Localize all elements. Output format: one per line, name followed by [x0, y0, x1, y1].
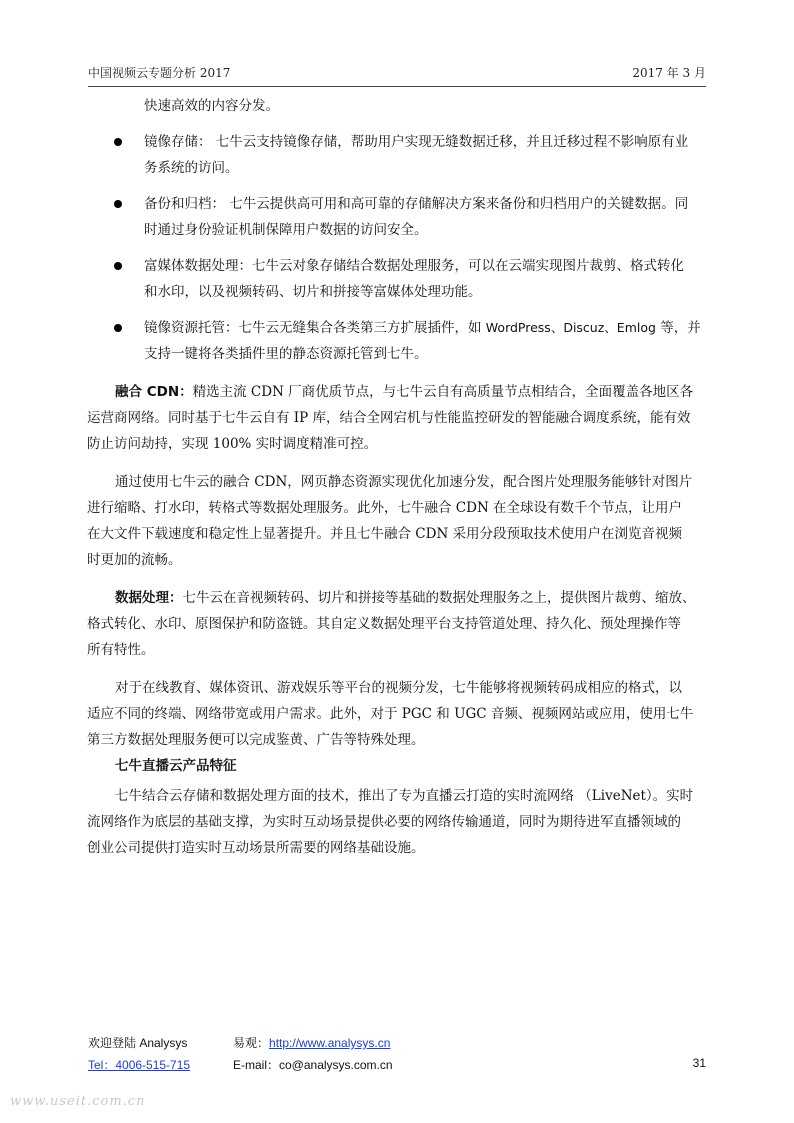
paragraph-line: 适应不同的终端、网络带宽或用户需求。此外，对于 PGC 和 UGC 音频、视频网站或应用，使用七牛 — [87, 706, 694, 722]
paragraph-text: 精选主流 CDN 厂商优质节点，与七牛云自有高质量节点相结合，全面覆盖各地区各 — [192, 384, 694, 400]
paragraph-line — [115, 379, 705, 405]
bullet-dot-icon — [114, 138, 122, 146]
cdn-paragraph — [87, 379, 705, 457]
bullet-rich-media — [115, 253, 705, 305]
bullet-text: 镜像资源托管：七牛云无缝集合各类第三方扩展插件，如 — [144, 320, 486, 336]
bullet-dot-icon — [114, 262, 122, 270]
page-footer — [88, 1034, 706, 1078]
footer-site — [233, 1034, 390, 1051]
bullet-line: 和水印，以及视频转码、切片和拼接等富媒体处理功能。 — [144, 284, 482, 300]
cdn-paragraph-2 — [87, 469, 705, 573]
header-date: 2017 年 3 月 — [632, 66, 706, 80]
live-paragraph — [87, 783, 705, 861]
paragraph-line: 对于在线教育、媒体资讯、游戏娱乐等平台的视频分发，七牛能够将视频转码成相应的格式，以 — [115, 680, 682, 696]
paragraph-line — [115, 585, 705, 611]
footer-tel-link[interactable]: Tel：4006-515-715 — [88, 1058, 191, 1072]
bullet-line: 富媒体数据处理：七牛云对象存储结合数据处理服务，可以在云端实现图片裁剪、格式转化 — [144, 258, 684, 274]
bullet-line: 镜像存储： 七牛云支持镜像存储，帮助用户实现无缝数据迁移，并且迁移过程不影响原有业 — [144, 134, 689, 150]
paragraph-line: 在大文件下载速度和稳定性上显著提升。并且七牛融合 CDN 采用分段预取技术使用户在浏览音视频 — [87, 526, 683, 542]
data-processing-paragraph-2 — [87, 675, 705, 753]
paragraph-line: 通过使用七牛云的融合 CDN，网页静态资源实现优化加速分发，配合图片处理服务能够针对图片 — [115, 474, 693, 490]
footer-email: E-mail：co@analysys.com.cn — [233, 1058, 393, 1072]
bullet-dot-icon — [114, 200, 122, 208]
page-header — [88, 64, 706, 87]
header-title: 中国视频云专题分析 2017 — [88, 66, 231, 80]
paragraph-line: 所有特性。 — [87, 642, 155, 658]
paragraph-line: 流网络作为底层的基础支撑，为实时互动场景提供必要的网络传输通道，同时为期待进军直播领域的 — [87, 814, 681, 830]
paragraph-line: 运营商网络。同时基于七牛云自有 IP 库，结合全网宕机与性能监控研发的智能融合调度系统，能有效 — [87, 410, 691, 426]
footer-site-link[interactable]: http://www.analysys.cn — [269, 1036, 391, 1050]
bullet-line: 备份和归档： 七牛云提供高可用和高可靠的存储解决方案来备份和归档用户的关键数据。同 — [144, 196, 689, 212]
bullet-line: 支持一键将各类插件里的静态资源托管到七牛。 — [144, 346, 428, 362]
paragraph-line: 创业公司提供打造实时互动场景所需要的网络基础设施。 — [87, 840, 425, 856]
bullet-text: 等，并 — [655, 320, 701, 336]
footer-welcome: 欢迎登陆 Analysys — [88, 1036, 188, 1050]
bullet-mirror-hosting — [115, 315, 705, 367]
paragraph-line: 时更加的流畅。 — [87, 552, 182, 568]
bullet-line: 务系统的访问。 — [144, 160, 239, 176]
paragraph-line: 七牛结合云存储和数据处理方面的技术，推出了专为直播云打造的实时流网络 （LiveNet）。实时 — [115, 788, 694, 804]
paragraph-text: 七牛云在音视频转码、切片和拼接等基础的数据处理服务之上，提供图片裁剪、缩放、 — [182, 590, 696, 606]
paragraph-line: 进行缩略、打水印，转格式等数据处理服务。此外，七牛融合 CDN 在全球设有数千个节点，让用户 — [87, 500, 683, 516]
footer-site-label: 易观： — [233, 1036, 270, 1050]
page-number: 31 — [692, 1056, 706, 1070]
bullet-mirror-storage — [115, 129, 705, 181]
paragraph-line: 格式转化、水印、原图保护和防盗链。其自定义数据处理平台支持管道处理、持久化、预处理操作等 — [87, 616, 681, 632]
bullet-dot-icon — [114, 324, 122, 332]
plugin-names: WordPress、Discuz、Emlog — [485, 320, 656, 335]
page-body — [87, 93, 705, 861]
bullet-backup-archive — [115, 191, 705, 243]
intro-line: 快速高效的内容分发。 — [144, 98, 279, 114]
watermark: www.useit.com.cn — [10, 1094, 146, 1109]
section-heading: 七牛直播云产品特征 — [115, 758, 237, 774]
paragraph-line: 第三方数据处理服务便可以完成鉴黄、广告等特殊处理。 — [87, 732, 425, 748]
data-lead: 数据处理： — [115, 590, 183, 606]
bullet-line: 时通过身份验证机制保障用户数据的访问安全。 — [144, 222, 428, 238]
paragraph-line: 防止访问劫持，实现 100% 实时调度精准可控。 — [87, 436, 378, 452]
cdn-lead: 融合 CDN： — [115, 384, 193, 400]
bullet-line — [144, 315, 705, 341]
data-processing-paragraph — [87, 585, 705, 663]
